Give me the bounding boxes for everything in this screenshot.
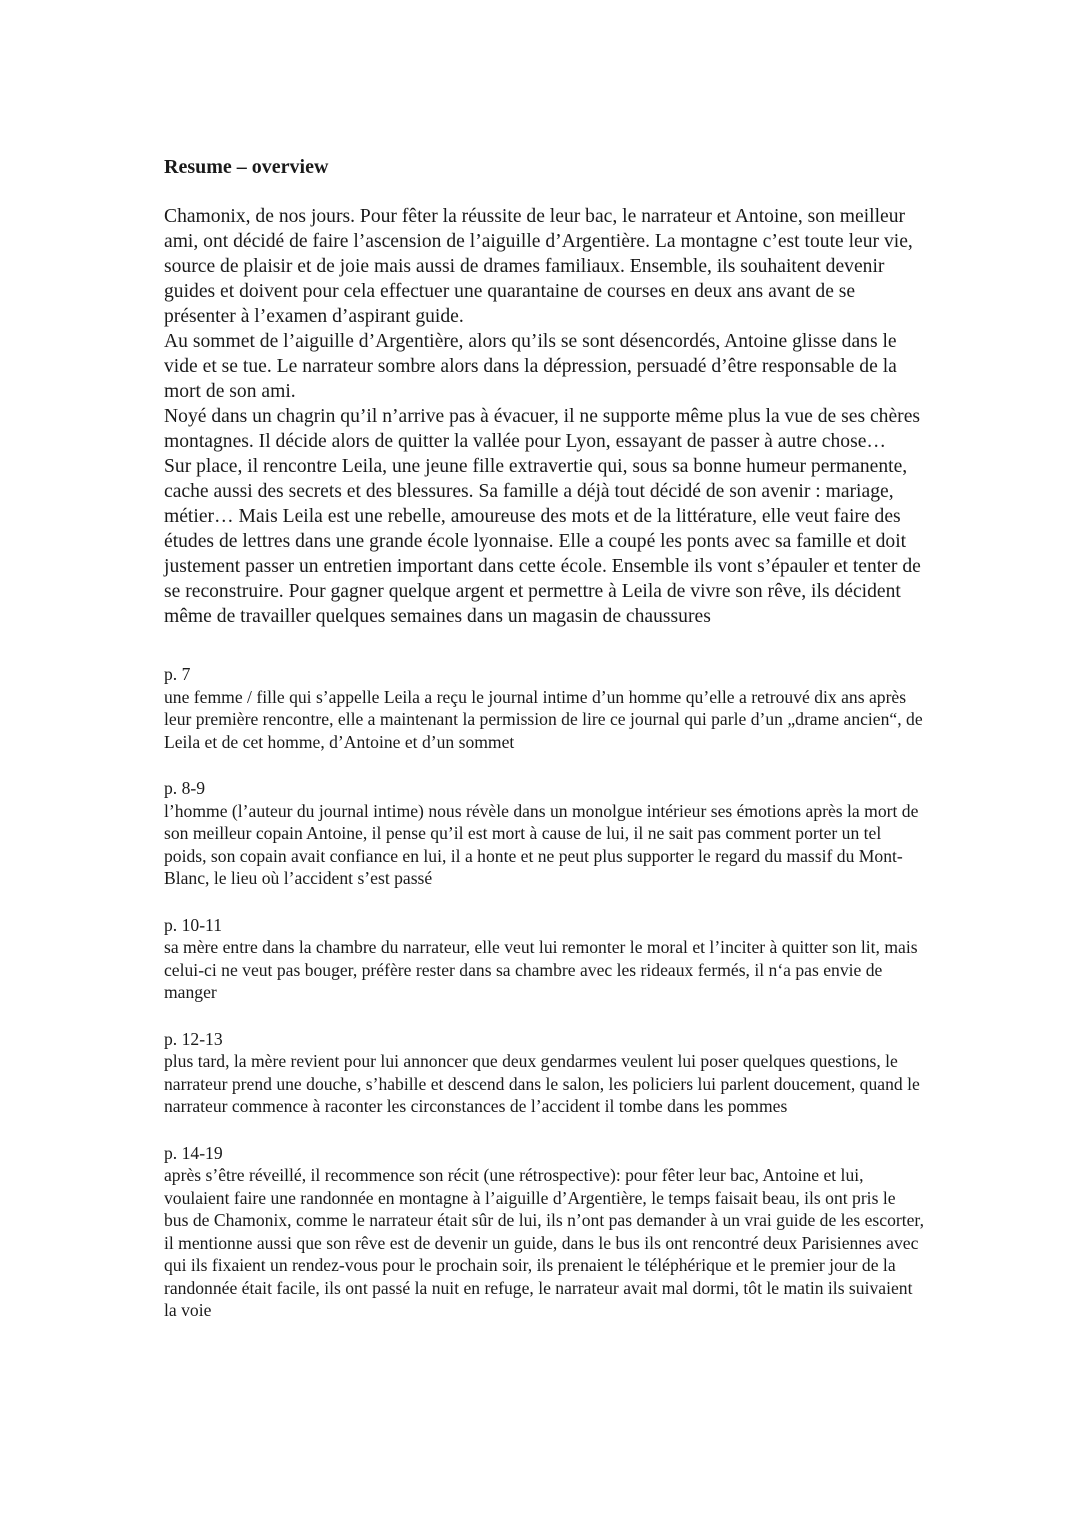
page-note xyxy=(164,663,924,753)
page-reference: p. 14-19 xyxy=(164,1142,223,1163)
page-note xyxy=(164,1028,924,1118)
page-reference: p. 8-9 xyxy=(164,778,206,798)
overview-paragraph: Noyé dans un chagrin qu’il n’arrive pas à évacuer, il ne supporte même plus la vue de ses chères montagnes. Il décide alors de quitter la vallée pour Lyon, essayant de passer à autre chose… xyxy=(164,406,921,452)
document-title: Resume – overview xyxy=(164,156,329,178)
page-reference: p. 10-11 xyxy=(164,914,222,935)
page-note xyxy=(164,914,924,1004)
page-note-text: une femme / fille qui s’appelle Leila a reçu le journal intime d’un homme qu’elle a retrouvé dix ans après leur première rencontre, elle a maintenant la permission de lire ce journal qui parle d’un „drame ancien“, de Leila et de cet homme, d’Antoine et d’un sommet xyxy=(164,686,923,752)
page-reference: p. 7 xyxy=(164,664,191,684)
page-reference: p. 12-13 xyxy=(164,1028,223,1049)
overview-paragraph: Au sommet de l’aiguille d’Argentière, alors qu’ils se sont désencordés, Antoine glisse dans le vide et se tue. Le narrateur sombre alors dans la dépression, persuadé d’être responsable de la mort de son ami. xyxy=(164,331,897,402)
page-note-text: après s’être réveillé, il recommence son récit (une rétrospective): pour fêter leur bac, Antoine et lui, voulaient faire une randonnée en montagne à l’aiguille d’Argentière, le temps faisait beau, ils ont pris le bus de Chamonix, comme le narrateur était sûr de lui, ils n’ont pas demander à un vrai guide de les escorter, il mentionne aussi que son rêve est de devenir un guide, dans le bus ils ont rencontré deux Parisiennes avec qui ils fixaient un rendez-vous pour le prochain soir, ils prenaient le téléphérique et le premier jour de la randonnée était facile, ils ont passé la nuit en refuge, le narrateur avait mal dormi, tôt le matin ils suivaient la voie xyxy=(164,1165,924,1320)
page-note-text: plus tard, la mère revient pour lui annoncer que deux gendarmes veulent lui poser quelques questions, le narrateur prend une douche, s’habille et descend dans le salon, les policiers lui parlent doucement, quand le narrateur commence à raconter les circonstances de l’accident il tombe dans les pommes xyxy=(164,1051,920,1116)
overview-summary xyxy=(164,204,924,629)
page-note-text: sa mère entre dans la chambre du narrateur, elle veut lui remonter le moral et l’inciter à quitter son lit, mais celui-ci ne veut pas bouger, préfère rester dans sa chambre avec les rideaux fermés, il n‘a pas envie de manger xyxy=(164,937,918,1002)
overview-paragraph: Chamonix, de nos jours. Pour fêter la réussite de leur bac, le narrateur et Antoine, son meilleur ami, ont décidé de faire l’ascension de l’aiguille d’Argentière. La montagne c’est toute leur vie, source de plaisir et de joie mais aussi de drames familiaux. Ensemble, ils souhaitent devenir guides et doivent pour cela effectuer une quarantaine de courses en deux ans avant de se présenter à l’examen d’aspirant guide. xyxy=(164,206,913,327)
document-page xyxy=(164,154,924,1346)
page-note xyxy=(164,777,924,890)
page-notes xyxy=(164,663,924,1322)
page-note-text: l’homme (l’auteur du journal intime) nous révèle dans un monolgue intérieur ses émotions après la mort de son meilleur copain Antoine, il pense qu’il est mort à cause de lui, il ne sait pas comment porter un tel poids, son copain avait confiance en lui, il a honte et ne peut plus supporter le regard du massif du Mont-Blanc, le lieu où l’accident s’est passé xyxy=(164,800,919,888)
overview-paragraph: Sur place, il rencontre Leila, une jeune fille extravertie qui, sous sa bonne humeur permanente, cache aussi des secrets et des blessures. Sa famille a déjà tout décidé de son avenir : mariage, métier… Mais Leila est une rebelle, amoureuse des mots et de la littérature, elle veut faire des études de lettres dans une grande école lyonnaise. Elle a coupé les ponts avec sa famille et doit justement passer un entretien important dans cette école. Ensemble ils vont s’épauler et tenter de se reconstruire. Pour gagner quelque argent et permettre à Leila de vivre son rêve, ils décident même de travailler quelques semaines dans un magasin de chaussures xyxy=(164,456,921,627)
page-note xyxy=(164,1142,924,1322)
